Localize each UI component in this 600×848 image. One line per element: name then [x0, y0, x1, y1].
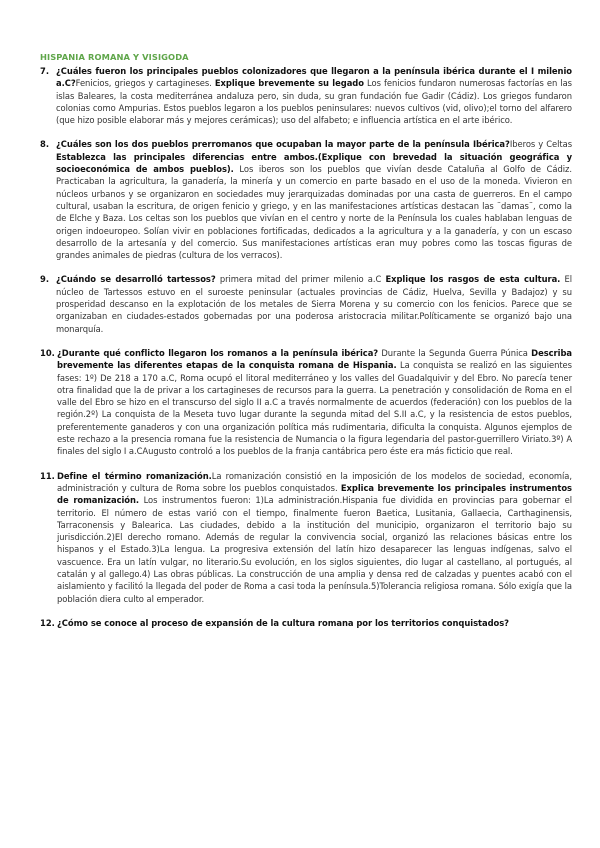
question-prompt: Explica brevemente los principales instrumentos de romanización.: [57, 482, 572, 506]
answer-text: Los fenicios fundaron numerosas factorías en las islas Baleares, la costa mediterránea andaluza pero, sin duda, su gran fundación fue Gadir (Cádiz). Los griegos fundaron colonias como Ampurias. Estos pueblos legaron a los pueblos peninsulares: nuevos cultivos (vid, olivo);el torno del alfarero (que hizo posible elaborar más y mejores cerámicas); uso del alfabeto; e influencia artística en el arte ibérico.: [56, 78, 573, 126]
answer-text: Iberos y Celtas: [509, 139, 573, 150]
question-text: [56, 138, 572, 261]
answer-text: El núcleo de Tartessos estuvo en el suroeste peninsular (actuales provincias de Cádiz, Huelva, Sevilla y Badajoz) y su prosperidad descanso en la explotación de los metales de Sierra Morena y su comercio con los fenicios. Parece que se organizaban en ciudades-estados gobernadas por una poderosa aristocracia militar.Políticamente se organizó bajo una monarquía.: [56, 274, 573, 334]
question-number: 9.: [40, 274, 50, 285]
answer-text: primera mitad del primer milenio a.C: [215, 274, 386, 285]
question-list: [40, 65, 572, 629]
answer-text: Los iberos son los pueblos que vivían desde Cataluña al Golfo de Cádiz. Practicaban la agricultura, la ganadería, la minería y un comercio en parte basado en el uso de la moneda. Vivieron en núcleos urbanos y se organizaron en sociedades muy jerarquizadas dominadas por una casta de guerreros. En el campo cultural, usaban la escritura, de origen fenicio y griego, y en las manifestaciones artísticas destacan las ¨damas¨, como la de Elche y Baza. Los celtas son los pueblos que vivían en el centro y norte de la Península los cuales hablaban lenguas de origen indoeuropeo. Solían vivir en poblaciones fortificadas, dedicados a la agricultura y a la ganadería, y con un escaso desarrollo de la artesanía y del comercio. Sus manifestaciones artísticas eran muy pobres como las toscas figuras de grandes animales de piedras (cultura de los verracos).: [56, 164, 573, 261]
answer-text: La romanización consistió en la imposición de los modelos de sociedad, economía, administración y cultura de Roma sobre los pueblos conquistados.: [57, 470, 572, 493]
question-number: 7.: [40, 66, 50, 76]
question-text: [56, 273, 572, 334]
answer-text: Durante la Segunda Guerra Púnica: [378, 347, 532, 358]
question-prompt: ¿Cuáles son los dos pueblos prerromanos que ocupaban la mayor parte de la península Ibérica?: [56, 139, 510, 150]
question-prompt: ¿Cuáles fueron los principales pueblos colonizadores que llegaron a la península ibérica durante el I milenio a.C?: [56, 66, 572, 89]
question-number: 11.: [40, 470, 55, 481]
answer-text: Los instrumentos fueron: 1)La administración.Hispania fue dividida en provincias para gobernar el territorio. El número de estas varió con el tiempo, finalmente fueron Baetica, Lusitania, Gallaecia, Carthaginensis, Tarraconensis y Balearica. Las ciudades, debido a la institución del municipio, organizaron el territorio bajo su jurisdicción.2)El derecho romano. Además de regular la convivencia social, organizó las relaciones básicas entre los hispanos y el Estado.3)La lengua. La progresiva extensión del latín hizo desaparecer las lenguas indígenas, salvo el vascuence. Era un latín vulgar, no literario.Su evolución, en los siglos siguientes, dio lugar al castellano, al portugués, al catalán y al gallego.4) Las obras públicas. La construcción de una amplia y densa red de calzadas y puentes acabó con el aislamiento y facilitó la llegada del poder de Roma a casi toda la península.5)Tolerancia religiosa romana. Sólo exigía que la población diera culto al emperador.: [57, 495, 572, 604]
question-10: [40, 347, 572, 458]
question-prompt: ¿Cuándo se desarrolló tartessos?: [56, 274, 216, 285]
question-prompt: ¿Cómo se conoce al proceso de expansión de la cultura romana por los territorios conquistados?: [57, 617, 509, 628]
question-7: [40, 65, 572, 126]
question-text: [57, 470, 572, 605]
question-number: 8.: [40, 139, 50, 150]
question-11: [40, 470, 572, 605]
question-number: 10.: [40, 347, 55, 358]
answer-text: Fenicios, griegos y cartagineses.: [75, 78, 215, 89]
question-prompt: Describa brevemente las diferentes etapas de la conquista romana de Hispania.: [57, 347, 573, 371]
question-9: [40, 273, 572, 334]
question-prompt: ¿Durante qué conflicto llegaron los romanos a la península ibérica?: [57, 347, 379, 358]
question-prompt: Explique los rasgos de esta cultura.: [385, 274, 561, 285]
question-prompt: Establezca las principales diferencias entre ambos.(Explique con brevedad la situación geográfica y socioeconómica de ambos pueblos).: [56, 151, 572, 175]
question-text: [56, 65, 572, 126]
question-text: [57, 347, 572, 458]
question-number: 12.: [40, 617, 55, 628]
answer-text: La conquista se realizó en las siguientes fases: 1º) De 218 a 170 a.C, Roma ocupó el litoral mediterráneo y los valles del Guadalquivir y del Ebro. No parecía tener otra finalidad que la de privar a los cartagineses de recursos para la guerra. La penetración y consolidación de Roma en el valle del Ebro se hizo en el transcurso del siglo II a.C a través normalmente de acuerdos (federación) con los pueblos de la región.2º) La conquista de la Meseta tuvo lugar durante la segunda mitad del S.II a.C, y la resistencia de estos pueblos, preferentemente ganaderos y con una organización política más rudimentaria, dificulta la conquista. Algunos ejemplos de este rechazo a la presencia romana fue la resistencia de Numancia o la figura legendaria del pastor-guerrillero Viriato.3º) A finales del siglo I a.CAugusto controló a los pueblos de la franja cantábrica pero éste era más ficticio que real.: [57, 360, 572, 457]
question-text: [57, 617, 572, 629]
section-title: HISPANIA ROMANA Y VISIGODA: [40, 52, 189, 62]
question-prompt: Explique brevemente su legado: [214, 78, 364, 89]
question-12: [40, 617, 572, 629]
question-prompt: Define el término romanización.: [57, 470, 212, 481]
question-8: [40, 138, 572, 261]
